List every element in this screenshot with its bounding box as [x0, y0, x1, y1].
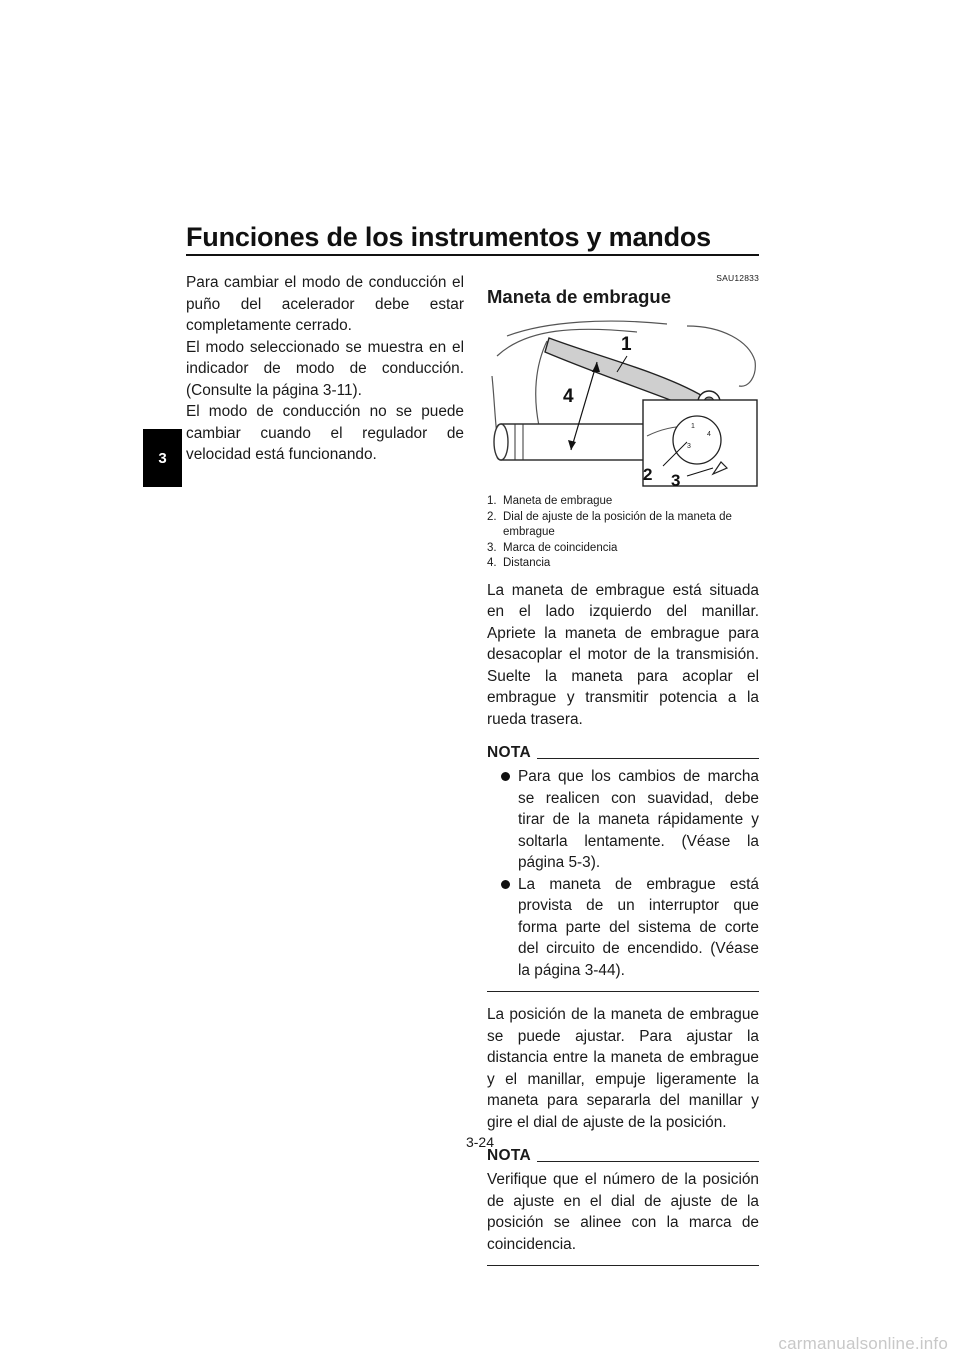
note-bullet-item: Para que los cambios de marcha se realicen con suavidad, debe tirar de la maneta rápidamente y soltarla lentamente. (Véase la página 5-3). — [487, 766, 759, 874]
note-label: NOTA — [487, 744, 531, 761]
note-bullets — [487, 766, 759, 981]
note-end-rule — [487, 1265, 759, 1266]
paragraph: Para cambiar el modo de conducción el puño del acelerador debe estar completamente cerrado. — [186, 274, 464, 334]
note-end-rule — [487, 991, 759, 992]
dial-tick-label: 4 — [707, 431, 711, 438]
chapter-tab: 3 — [143, 429, 182, 487]
note-rule — [537, 758, 759, 759]
bullet-icon — [501, 880, 510, 889]
dial-tick-label: 3 — [687, 443, 691, 450]
bullet-icon — [501, 772, 510, 781]
clutch-lever-illustration — [487, 316, 759, 488]
figure-label-1: 1 — [621, 334, 632, 355]
caption-item: 3. Marca de coincidencia — [487, 541, 618, 554]
note-text: Verifique que el número de la posición de ajuste en el dial de ajuste de la posición se alinee con la marca de coincidencia. — [487, 1171, 759, 1253]
dial-tick-label: 1 — [691, 423, 695, 430]
watermark: carmanualsonline.info — [778, 1334, 948, 1353]
clutch-lever-figure — [487, 316, 759, 488]
figure-label-3: 3 — [671, 471, 681, 488]
clutch-intro-paragraph: La maneta de embrague está situada en el lado izquierdo del manillar. Apriete la maneta de embrague para desacoplar el motor de la transmisión. Suelte la maneta para acoplar el embrague y transmitir potencia a la rueda trasera. — [487, 581, 759, 728]
note-rule — [537, 1161, 759, 1162]
caption-item: 1. Maneta de embrague — [487, 495, 613, 507]
note-bullet-item: La maneta de embrague está provista de un interruptor que forma parte del sistema de corte del circuito de encendido. (Véase la página 3-44). — [487, 874, 759, 982]
figure-label-2: 2 — [643, 465, 653, 484]
page-number: 3-24 — [465, 1134, 495, 1150]
paragraph: El modo seleccionado se muestra en el indicador de modo de conducción. (Consulte la página 3-11). — [186, 338, 464, 399]
caption-item: 2. Dial de ajuste de la posición de la maneta de embrague — [487, 510, 732, 538]
adjustment-paragraph: La posición de la maneta de embrague se puede ajustar. Para ajustar la distancia entre la maneta de embrague y el manillar, empuje ligeramente la maneta para separarla del manillar y gire el dial de ajuste de la posición. — [487, 1006, 759, 1131]
left-column — [186, 272, 464, 466]
right-column — [487, 272, 759, 1278]
section-title: Maneta de embrague — [487, 286, 672, 307]
page-title: Funciones de los instrumentos y mandos — [186, 222, 711, 252]
paragraph: El modo de conducción no se puede cambiar cuando el regulador de velocidad está funcionando. — [186, 403, 464, 463]
section-code: SAU12833 — [716, 273, 759, 283]
note-heading — [487, 742, 759, 762]
caption-item: 4. Distancia — [487, 557, 551, 569]
title-rule — [186, 254, 759, 256]
figure-captions — [487, 494, 759, 572]
note-label: NOTA — [487, 1147, 531, 1164]
figure-label-4: 4 — [563, 386, 574, 407]
